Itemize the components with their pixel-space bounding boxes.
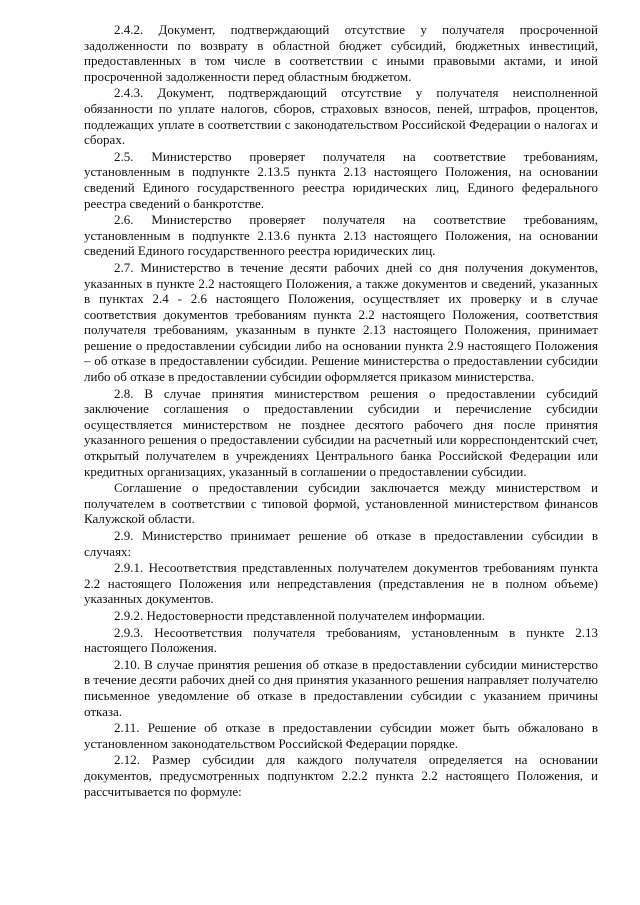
- paragraph-2-5: 2.5. Министерство проверяет получателя на соответствие требованиям, установленным в подпункте 2.13.5 пункта 2.13 настоящего Положения, на основании сведений Единого государственного реестра юридических лиц, Единого федерального реестра сведений о банкротстве.: [84, 148, 598, 211]
- paragraph-2-11: 2.11. Решение об отказе в предоставлении субсидии может быть обжаловано в установленном законодательством Российской Федерации порядке.: [84, 720, 598, 751]
- paragraph-2-6: 2.6. Министерство проверяет получателя на соответствие требованиям, установленным в подпункте 2.13.6 пункта 2.13 настоящего Положения, на основании сведений Единого государственного реестра юридических лиц.: [84, 212, 598, 259]
- paragraph-2-9-2: 2.9.2. Недостоверности представленной получателем информации.: [114, 607, 485, 623]
- paragraph-2-9: 2.9. Министерство принимает решение об отказе в предоставлении субсидии в случаях:: [84, 528, 598, 559]
- paragraph-2-4-2: 2.4.2. Документ, подтверждающий отсутствие у получателя просроченной задолженности по возврату в областной бюджет субсидий, бюджетных инвестиций, предоставленных в том числе в соответствии с иными правовыми актами, и иной просроченной задолженности перед областным бюджетом.: [84, 22, 598, 84]
- paragraph-2-8: 2.8. В случае принятия министерством решения о предоставлении субсидий заключение соглашения о предоставлении субсидии и перечисление субсидии осуществляется министерством не позднее десятого рабочего дня после принятия указанного решения о предоставлении субсидии на расчетный или корреспондентский счет, открытый получателем в учреждениях Центрального банка Российской Федерации или кредитных организациях, указанный в соглашении о предоставлении субсидии.: [84, 385, 598, 479]
- paragraph-2-4-3: 2.4.3. Документ, подтверждающий отсутствие у получателя неисполненной обязанности по уплате налогов, сборов, страховых взносов, пеней, штрафов, процентов, подлежащих уплате в соответствии с законодательством Российской Федерации о налогах и сборах.: [84, 85, 598, 148]
- paragraph-2-9-1: 2.9.1. Несоответствия представленных получателем документов требованиям пункта 2.2 настоящего Положения или непредставления (представления не в полном объеме) указанных документов.: [84, 560, 598, 607]
- paragraph-2-12: 2.12. Размер субсидии для каждого получателя определяется на основании документов, предусмотренных подпунктом 2.2.2 пункта 2.2 настоящего Положения, и рассчитывается по формуле:: [84, 752, 598, 799]
- paragraph-2-9-3: 2.9.3. Несоответствия получателя требованиям, установленным в пункте 2.13 настоящего Положения.: [84, 624, 598, 656]
- paragraph-2-10: 2.10. В случае принятия решения об отказе в предоставлении субсидии министерство в течение десяти рабочих дней со дня принятия указанного решения направляет получателю письменное уведомление об отказе в предоставлении субсидии с указанием причины отказа.: [84, 656, 598, 719]
- paragraph-2-7: 2.7. Министерство в течение десяти рабочих дней со дня получения документов, указанных в пункте 2.2 настоящего Положения, а также документов и сведений, указанных в пунктах 2.4 - 2.6 настоящего Положения, осуществляет их проверку и в случае соответствия документов требованиям пункта 2.2 настоящего Положения, соответствия получателя требованиям, указанным в пункте 2.13 настоящего Положения, принимает решение о предоставлении субсидии либо на основании пункта 2.9 настоящего Положения – об отказе в предоставлении субсидии. Решение министерства о предоставлении субсидии либо об отказе в предоставлении субсидии оформляется приказом министерства.: [84, 259, 598, 385]
- paragraph-agreement: Соглашение о предоставлении субсидии заключается между министерством и получателем в соответствии с типовой формой, установленной министерством финансов Калужской области.: [84, 480, 598, 527]
